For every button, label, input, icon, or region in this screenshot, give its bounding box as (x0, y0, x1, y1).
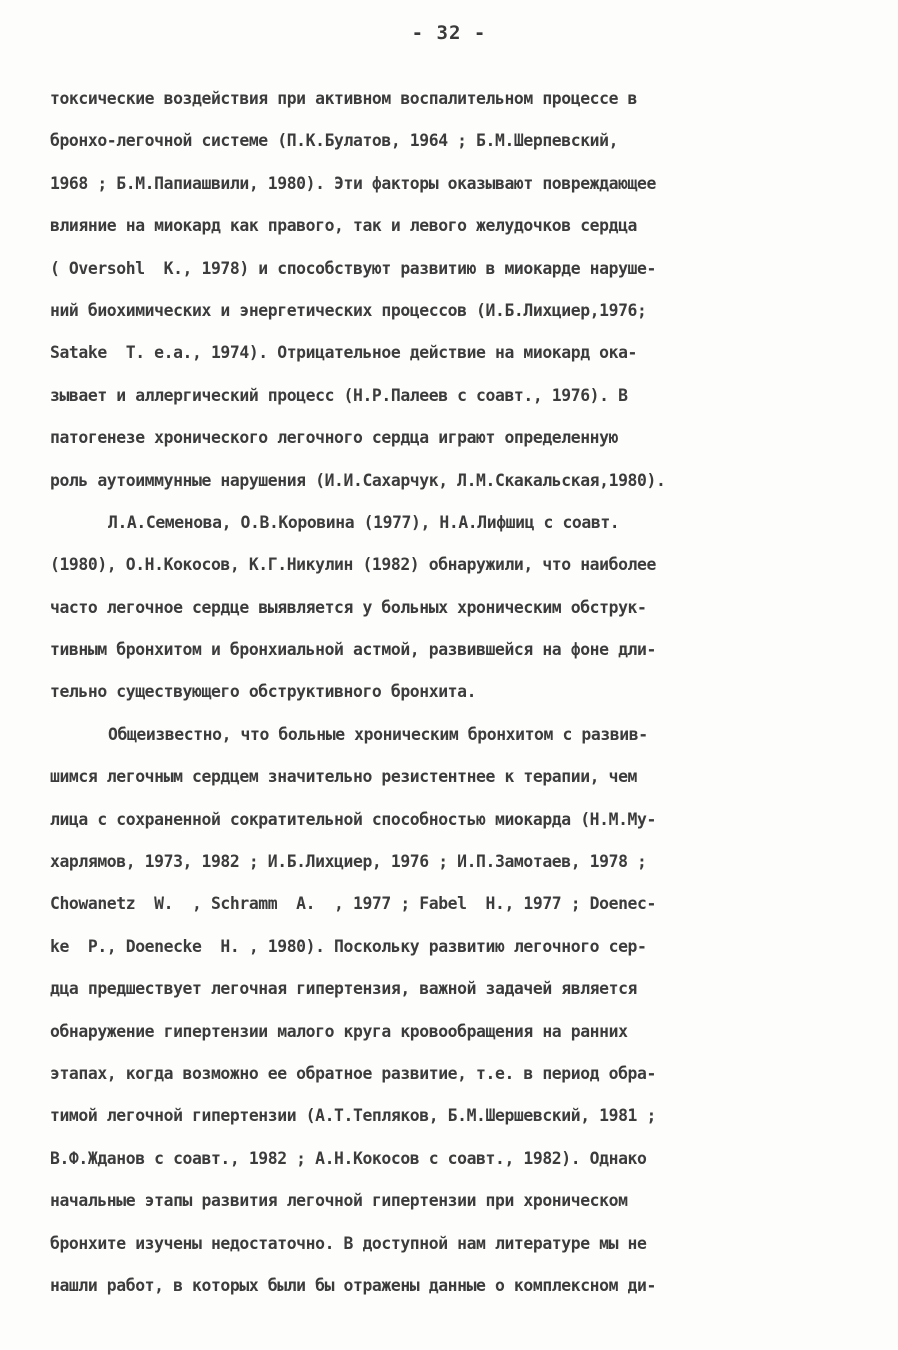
text-line: влияние на миокард как правого, так и левого желудочков сердца (50, 216, 638, 236)
text-line: лица с сохраненной сократительной способностью миокарда (Н.М.Му- (50, 809, 656, 829)
text-line: Chowanetz W. , Schramm A. , 1977 ; Fabel H., 1977 ; Doenec- (50, 894, 656, 914)
text-line: бронхите изучены недостаточно. В доступной нам литературе мы не (50, 1233, 647, 1253)
body-text (50, 84, 858, 1313)
text-line: Л.А.Семенова, О.В.Коровина (1977), Н.А.Лифшиц с соавт. (108, 512, 620, 532)
text-line: тимой легочной гипертензии (А.Т.Тепляков, Б.М.Шершевский, 1981 ; (50, 1106, 656, 1126)
text-line: ke P., Doenecke H. , 1980). Поскольку развитию легочного сер- (50, 936, 647, 956)
text-line: тельно существующего обструктивного бронхита. (50, 682, 477, 702)
text-line: (1980), О.Н.Кокосов, К.Г.Никулин (1982) обнаружили, что наиболее (50, 555, 656, 575)
text-line: харлямов, 1973, 1982 ; И.Б.Лихциер, 1976 ; И.П.Замотаев, 1978 ; (50, 852, 647, 872)
text-line: Satake T. e.a., 1974). Отрицательное действие на миокард ока- (50, 343, 638, 363)
text-line: ( Oversohl K., 1978) и способствуют развитию в миокарде наруше- (50, 258, 656, 278)
page-number: - 32 - (411, 22, 487, 44)
text-line: 1968 ; Б.М.Папиашвили, 1980). Эти факторы оказывают повреждающее (50, 173, 656, 193)
text-line: часто легочное сердце выявляется у больных хроническим обструк- (50, 597, 647, 617)
text-line: этапах, когда возможно ее обратное развитие, т.е. в период обра- (50, 1063, 656, 1083)
text-line: ний биохимических и энергетических процессов (И.Б.Лихциер,1976; (50, 300, 647, 320)
text-line: нашли работ, в которых были бы отражены данные о комплексном ди- (50, 1275, 656, 1295)
text-line: Общеизвестно, что больные хроническим бронхитом с развив- (108, 724, 648, 744)
text-line: роль аутоиммунные нарушения (И.И.Сахарчук, Л.М.Скакальская,1980). (50, 470, 666, 490)
text-line: патогенезе хронического легочного сердца играют определенную (50, 428, 619, 448)
text-line: начальные этапы развития легочной гипертензии при хроническом (50, 1191, 628, 1211)
text-line: зывает и аллергический процесс (Н.Р.Палеев с соавт., 1976). В (50, 385, 628, 405)
text-line: шимся легочным сердцем значительно резистентнее к терапии, чем (50, 767, 638, 787)
text-line: бронхо-легочной системе (П.К.Булатов, 1964 ; Б.М.Шерпевский, (50, 131, 619, 151)
text-line: обнаружение гипертензии малого круга кровообращения на ранних (50, 1021, 628, 1041)
text-line: токсические воздействия при активном воспалительном процессе в (50, 89, 638, 108)
text-line: тивным бронхитом и бронхиальной астмой, развившейся на фоне дли- (50, 640, 656, 660)
text-line: дца предшествует легочная гипертензия, важной задачей является (50, 979, 638, 999)
text-line: В.Ф.Жданов с соавт., 1982 ; А.Н.Кокосов с соавт., 1982). Однако (50, 1148, 647, 1168)
